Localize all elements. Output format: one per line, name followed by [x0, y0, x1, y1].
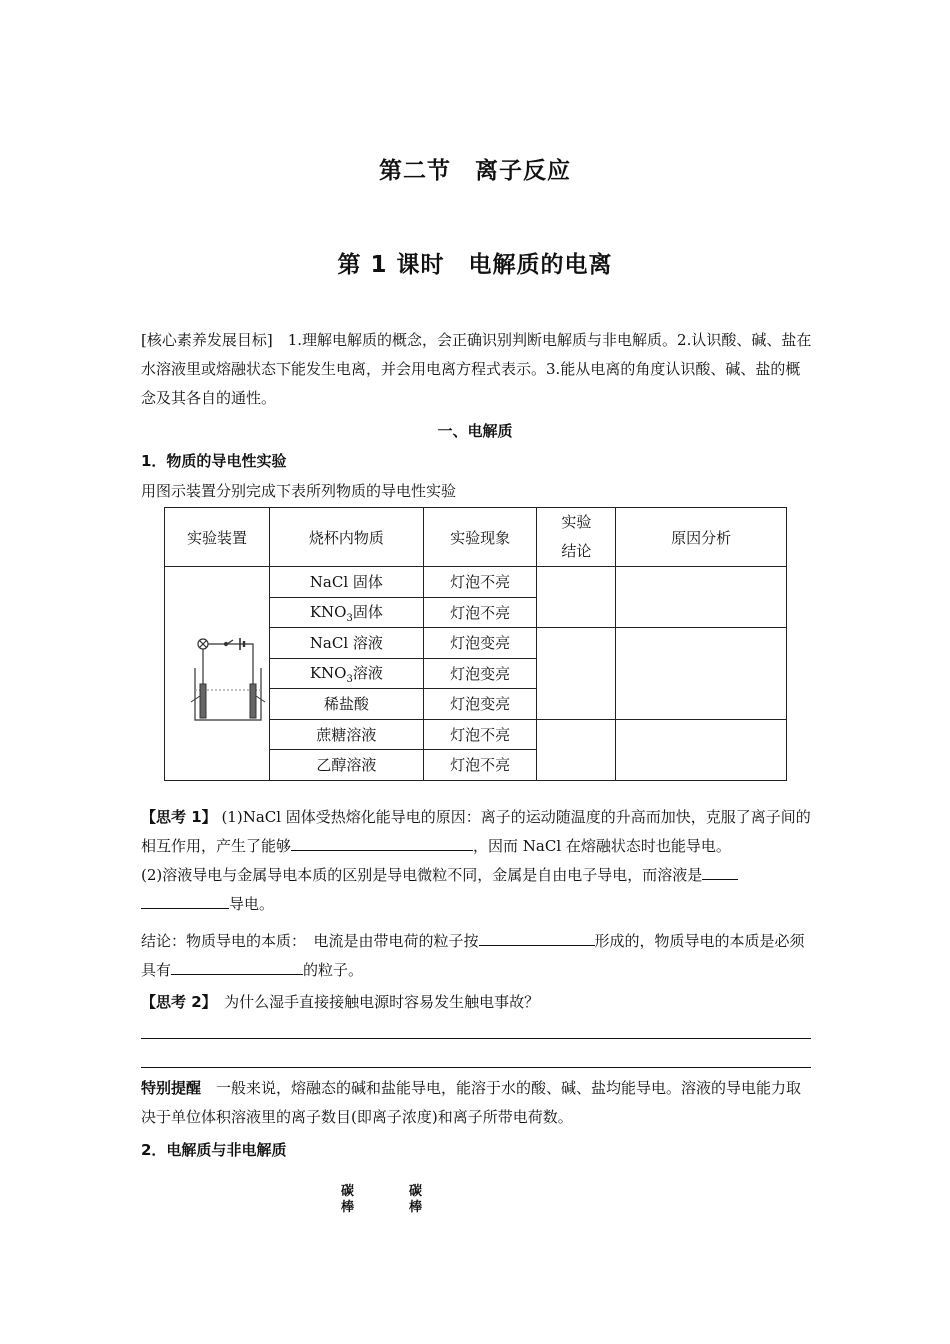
- conclusion-cell: [537, 628, 616, 720]
- think1-paragraph: [141, 803, 813, 919]
- answer-line[interactable]: [141, 1038, 811, 1039]
- think1-text-a: (1)NaCl 固体受热熔化能导电的原因：离子的运动随温度的升高而加快，克服了离子间的相互作用，产生了能够: [141, 808, 811, 855]
- substance-cell: $KNO_3$溶液: [269, 658, 423, 689]
- core-goals-label: [核心素养发展目标]: [141, 331, 273, 349]
- right-rod-label: 碳棒: [408, 1183, 422, 1215]
- reason-cell: [616, 628, 787, 720]
- left-rod-label: 碳棒: [340, 1183, 354, 1215]
- conclusion-text-c: 的粒子。: [303, 961, 364, 979]
- conclusion-cell: [537, 567, 616, 628]
- note-paragraph: [141, 1074, 813, 1132]
- sub2-heading: 2．电解质与非电解质: [141, 1141, 287, 1159]
- phenomenon-cell: 灯泡变亮: [423, 658, 537, 689]
- left-carbon-rod: [200, 684, 206, 718]
- core-goals-text: 1.理解电解质的概念，会正确识别判断电解质与非电解质。2.认识酸、碱、盐在水溶液里或熔融状态下能发生电离，并会用电离方程式表示。3.能从电离的角度认识酸、碱、盐的概念及其各自的通性。: [141, 331, 812, 407]
- conductivity-apparatus-diagram: [167, 616, 267, 726]
- table-header-row: [165, 508, 787, 567]
- think2-question: 为什么湿手直接接触电源时容易发生触电事故？: [209, 993, 540, 1011]
- substance-cell: 乙醇溶液: [269, 750, 423, 781]
- sub1-heading: 1．物质的导电性实验: [141, 452, 287, 470]
- header-phenomenon: 实验现象: [423, 508, 537, 567]
- section-title: 第二节 离子反应: [379, 158, 571, 184]
- note-text: 一般来说，熔融态的碱和盐能导电，能溶于水的酸、碱、盐均能导电。溶液的导电能力取决于单位体积溶液里的离子数目(即离子浓度)和离子所带电荷数。: [141, 1079, 802, 1126]
- lesson-title: 第 1 课时 电解质的电离: [337, 252, 613, 278]
- answer-blank[interactable]: [171, 959, 303, 975]
- answer-blank[interactable]: [479, 930, 595, 946]
- header-apparatus: 实验装置: [165, 508, 270, 567]
- substance-cell: NaCl 溶液: [269, 628, 423, 659]
- sub1-intro: 用图示装置分别完成下表所列物质的导电性实验: [141, 482, 457, 500]
- header-conclusion-line2: 结论: [561, 542, 592, 560]
- think1-text-b: ，因而 NaCl 在熔融状态时也能导电。: [473, 837, 731, 855]
- reason-cell: [616, 567, 787, 628]
- conclusion-paragraph: [141, 927, 813, 985]
- header-reason: 原因分析: [616, 508, 787, 567]
- phenomenon-cell: 灯泡变亮: [423, 628, 537, 659]
- note-label: 特别提醒: [141, 1079, 202, 1097]
- phenomenon-cell: 灯泡不亮: [423, 750, 537, 781]
- think1-text-d: 导电。: [229, 895, 275, 913]
- answer-blank[interactable]: [702, 864, 738, 880]
- header-substance: 烧杯内物质: [269, 508, 423, 567]
- substance-cell: 蔗糖溶液: [269, 719, 423, 750]
- right-carbon-rod: [250, 684, 256, 718]
- substance-cell: $KNO_3$固体: [269, 597, 423, 628]
- part-heading: 一、电解质: [437, 422, 513, 440]
- substance-cell: 稀盐酸: [269, 689, 423, 720]
- phenomenon-cell: 灯泡不亮: [423, 597, 537, 628]
- think2-label: 【思考 2】: [141, 993, 210, 1011]
- conclusion-text-a: 结论：物质导电的本质： 电流是由带电荷的粒子按: [141, 932, 479, 950]
- answer-blank[interactable]: [141, 893, 229, 909]
- phenomenon-cell: 灯泡不亮: [423, 719, 537, 750]
- conclusion-text-b: 形成的，物质导电的本质是必须具有: [141, 932, 805, 979]
- answer-blank[interactable]: [291, 835, 473, 851]
- conclusion-cell: [537, 719, 616, 780]
- core-goals: [141, 326, 813, 413]
- think1-text-c: (2)溶液导电与金属导电本质的区别是导电微粒不同，金属是自由电子导电，而溶液是: [141, 866, 703, 884]
- header-conclusion: [537, 508, 616, 567]
- think2-paragraph: [141, 988, 813, 1017]
- think1-label: 【思考 1】: [141, 808, 217, 826]
- phenomenon-cell: 灯泡变亮: [423, 689, 537, 720]
- answer-line[interactable]: [141, 1067, 811, 1068]
- reason-cell: [616, 719, 787, 780]
- table-row: [165, 567, 787, 598]
- phenomenon-cell: 灯泡不亮: [423, 567, 537, 598]
- header-conclusion-line1: 实验: [561, 513, 592, 531]
- substance-cell: NaCl 固体: [269, 567, 423, 598]
